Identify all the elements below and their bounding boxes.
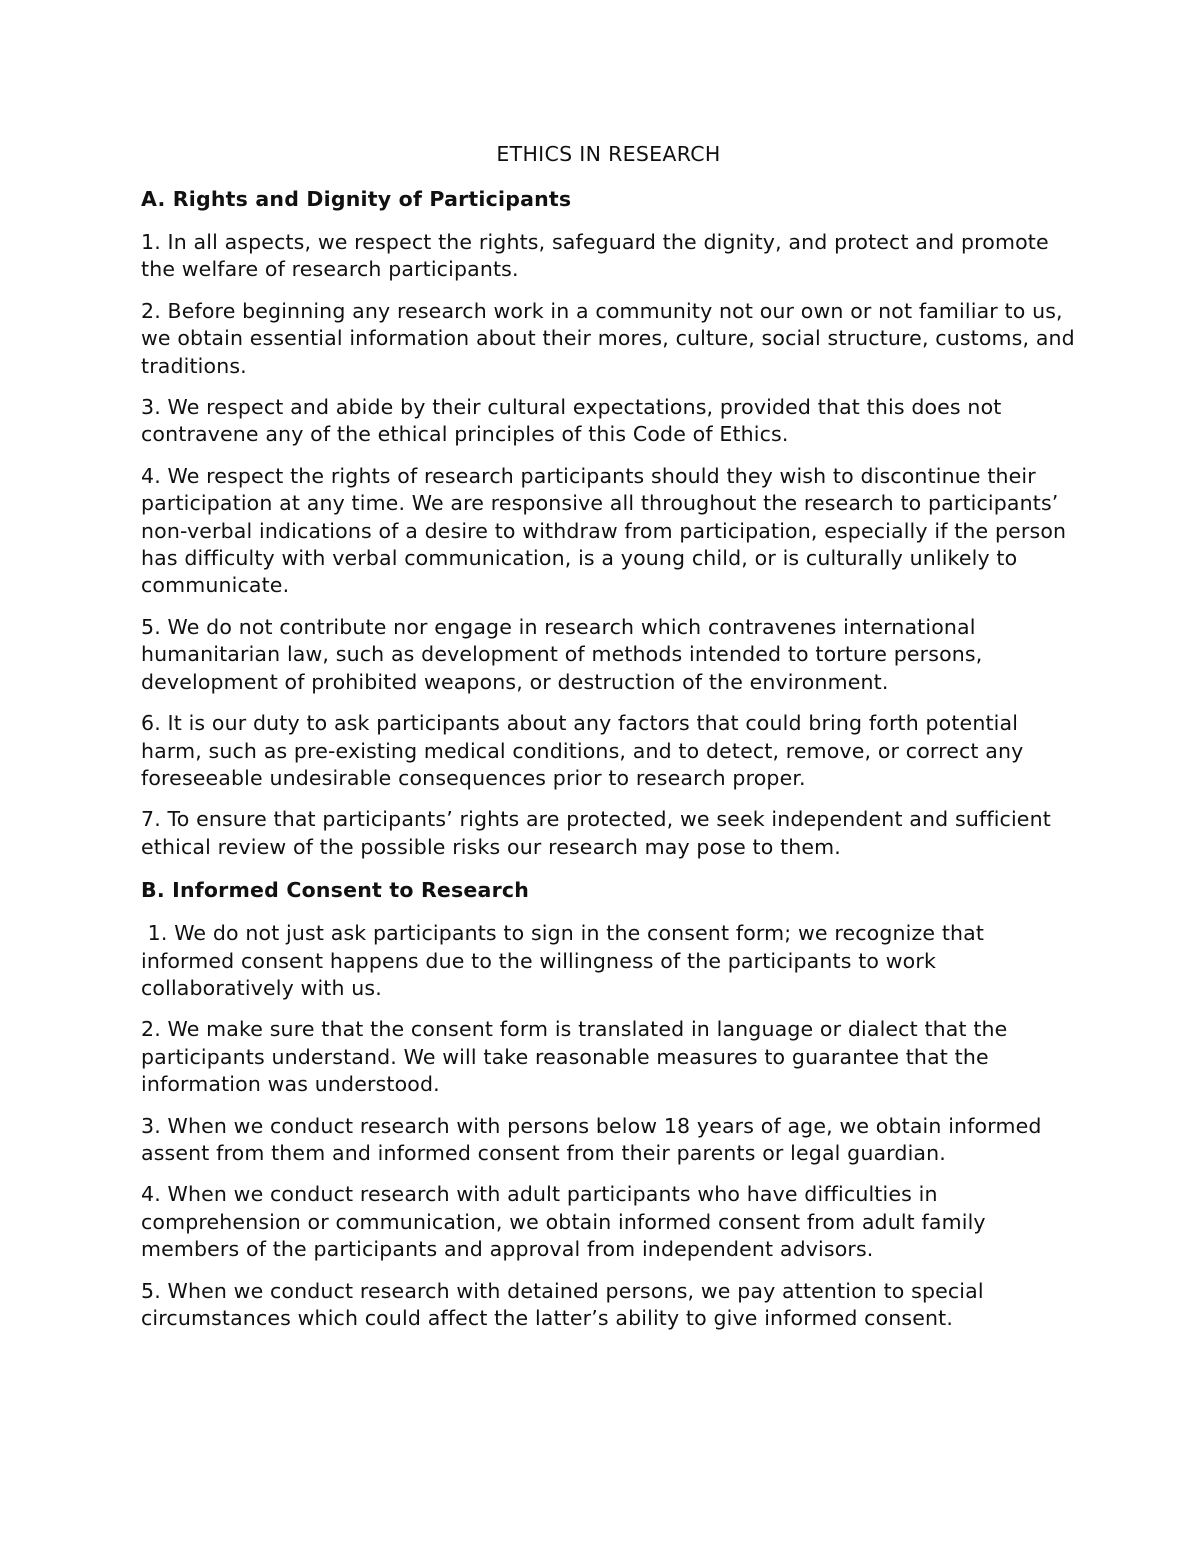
document-page — [141, 138, 1076, 1332]
paragraph: 2. Before beginning any research work in a community not our own or not familiar to us, we obtain essential information about their mores, culture, social structure, customs, and traditions. — [141, 298, 1075, 378]
paragraph: 7. To ensure that participants’ rights are protected, we seek independent and sufficient ethical review of the possible risks our research may pose to them. — [141, 807, 1051, 859]
section-informed-consent — [141, 874, 1076, 1332]
document-title: ETHICS IN RESEARCH — [496, 142, 721, 166]
section-heading: A. Rights and Dignity of Participants — [141, 187, 572, 211]
paragraph: 5. We do not contribute nor engage in research which contravenes international humanitarian law, such as development of methods intended to torture persons, development of prohibited weapons, or destruction of the environment. — [141, 614, 983, 694]
paragraph: 5. When we conduct research with detained persons, we pay attention to special circumstances which could affect the latter’s ability to give informed consent. — [141, 1278, 984, 1330]
paragraph: 1. In all aspects, we respect the rights, safeguard the dignity, and protect and promote the welfare of research participants. — [141, 230, 1049, 282]
paragraph: 1. We do not just ask participants to sign in the consent form; we recognize that informed consent happens due to the willingness of the participants to work collaboratively with us. — [141, 921, 991, 1000]
paragraph: 4. When we conduct research with adult participants who have difficulties in comprehension or communication, we obtain informed consent from adult family members of the participants and approval from independent advisors. — [141, 1182, 986, 1262]
paragraph: 6. It is our duty to ask participants about any factors that could bring forth potential harm, such as pre-existing medical conditions, and to detect, remove, or correct any foreseeable undesirable consequences prior to research proper. — [141, 711, 1024, 790]
section-rights-dignity — [141, 183, 1076, 861]
section-heading: B. Informed Consent to Research — [141, 878, 530, 903]
paragraph: 3. We respect and abide by their cultural expectations, provided that this does not contravene any of the ethical principles of this Code of Ethics. — [141, 395, 1002, 447]
paragraph: 3. When we conduct research with persons below 18 years of age, we obtain informed assent from them and informed consent from their parents or legal guardian. — [141, 1113, 1042, 1165]
paragraph: 4. We respect the rights of research participants should they wish to discontinue their participation at any time. We are responsive all throughout the research to participants’ non-verbal indications of a desire to withdraw from participation, especially if the person has difficulty with verbal communication, is a young child, or is culturally unlikely to communicate. — [141, 463, 1067, 598]
paragraph: 2. We make sure that the consent form is translated in language or dialect that the participants understand. We will take reasonable measures to guarantee that the information was understood. — [141, 1017, 1008, 1097]
